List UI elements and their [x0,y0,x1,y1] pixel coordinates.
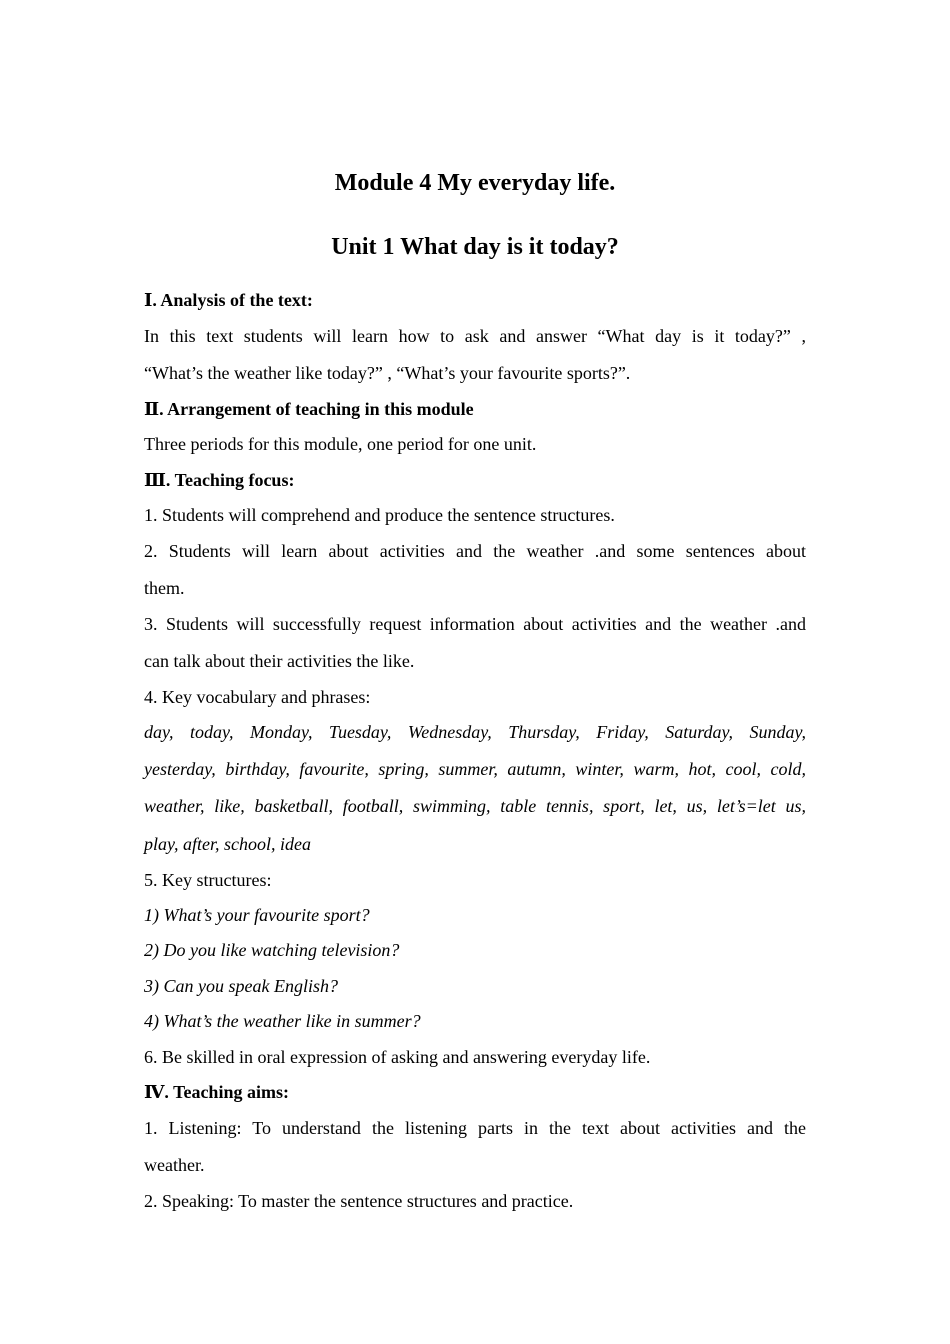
list-item: 2. Speaking: To master the sentence structures and practice. [144,1191,574,1211]
paragraph-line: In this text students will learn how to ask and answer “What day is it today?” , [144,326,806,346]
list-item-continuation: them. [144,578,185,598]
paragraph-line: Three periods for this module, one period for one unit. [144,434,537,454]
vocabulary-line: play, after, school, idea [144,834,311,854]
paragraph-line: “What’s the weather like today?” , “What’s your favourite sports?”. [144,363,631,383]
vocabulary-line: weather, like, basketball, football, swimming, table tennis, sport, let, us, let’s=let us, [144,796,806,816]
list-item: 1. Listening: To understand the listening parts in the text about activities and the [144,1118,806,1138]
section-heading-aims: Ⅳ. Teaching aims: [144,1082,289,1102]
list-item: 5. Key structures: [144,870,272,890]
structure-item: 3) Can you speak English? [144,976,338,996]
structure-item: 2) Do you like watching television? [144,940,400,960]
vocabulary-line: yesterday, birthday, favourite, spring, summer, autumn, winter, warm, hot, cool, cold, [144,759,806,779]
list-item-continuation: weather. [144,1155,205,1175]
section-heading-focus: Ⅲ. Teaching focus: [144,470,295,490]
section-heading-analysis: Ⅰ. Analysis of the text: [144,290,313,310]
list-item: 3. Students will successfully request information about activities and the weather .and [144,614,806,634]
structure-item: 4) What’s the weather like in summer? [144,1011,421,1031]
unit-title: Unit 1 What day is it today? [331,234,619,260]
section-heading-arrangement: Ⅱ. Arrangement of teaching in this module [144,399,474,419]
list-item: 1. Students will comprehend and produce the sentence structures. [144,505,615,525]
list-item: 4. Key vocabulary and phrases: [144,687,371,707]
list-item: 2. Students will learn about activities and the weather .and some sentences about [144,541,806,561]
vocabulary-line: day, today, Monday, Tuesday, Wednesday, Thursday, Friday, Saturday, Sunday, [144,722,806,742]
module-title: Module 4 My everyday life. [334,170,616,196]
structure-item: 1) What’s your favourite sport? [144,905,370,925]
list-item-continuation: can talk about their activities the like. [144,651,415,671]
list-item: 6. Be skilled in oral expression of asking and answering everyday life. [144,1047,651,1067]
